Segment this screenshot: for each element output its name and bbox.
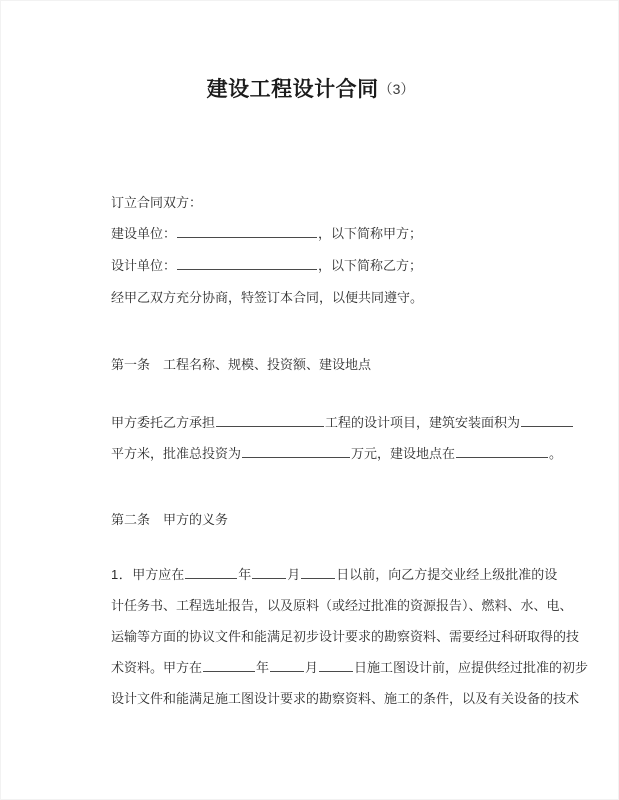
article-two-heading: [111, 504, 511, 535]
document-title: [1, 73, 619, 103]
item1-number: 1．: [111, 567, 133, 582]
article-two-number: 第二条: [111, 512, 151, 527]
submit-day-blank[interactable]: [301, 565, 335, 579]
designer-name-blank[interactable]: [177, 256, 317, 270]
builder-label: 建设单位：: [111, 226, 177, 241]
document-title-suffix: （3）: [378, 81, 415, 97]
item1-text-a: 甲方应在: [132, 567, 185, 582]
item1-line-5: 设计文件和能满足施工图设计要求的勘察资料、施工的条件，以及有关设备的技术: [111, 691, 580, 706]
article-one-number: 第一条: [111, 357, 151, 372]
parties-heading: 订立合同双方：: [111, 195, 203, 210]
total-investment-blank[interactable]: [242, 444, 350, 458]
item1-text-f: 年: [256, 660, 270, 675]
item1-text-h: 日施工图设计前，应提供经过批准的初步: [354, 660, 589, 675]
a1-text-a: 甲方委托乙方承担: [111, 415, 216, 430]
item1-line-2: 计任务书、工程选址报告，以及原料（或经过批准的资源报告）、燃料、水、电、: [111, 598, 573, 613]
builder-name-blank[interactable]: [177, 224, 317, 238]
document-title-main: 建设工程设计合同: [206, 78, 379, 101]
submit-month-blank[interactable]: [252, 565, 286, 579]
drawing-month-blank[interactable]: [270, 658, 304, 672]
designer-label: 设计单位：: [111, 258, 177, 273]
drawing-year-blank[interactable]: [203, 658, 255, 672]
item1-text-g: 月: [305, 660, 319, 675]
article-one-heading: [111, 349, 511, 380]
designer-line: [111, 250, 511, 281]
construction-site-blank[interactable]: [456, 444, 548, 458]
item1-text-b: 年: [238, 567, 252, 582]
agreement-line: [111, 282, 511, 313]
item1-text-d: 日以前，向乙方提交业经上级批准的设: [336, 567, 558, 582]
drawing-day-blank[interactable]: [319, 658, 353, 672]
a1-text-c: 平方米，批准总投资为: [111, 446, 242, 461]
builder-line: [111, 218, 511, 249]
parties-section: [111, 187, 511, 218]
a1-text-b: 工程的设计项目，建筑安装面积为: [325, 415, 521, 430]
a1-text-d: 万元，建设地点在: [351, 446, 456, 461]
builder-tail: ，以下简称甲方；: [318, 226, 423, 241]
article-one-title: 工程名称、规模、投资额、建设地点: [163, 357, 372, 372]
agreement-text: 经甲乙双方充分协商，特签订本合同，以便共同遵守。: [111, 290, 424, 305]
a1-text-e: 。: [549, 446, 563, 461]
article-two-item-1: [111, 559, 589, 714]
article-one-body: [111, 407, 563, 469]
item1-text-e: 术资料。甲方在: [111, 660, 203, 675]
project-name-blank[interactable]: [216, 413, 324, 427]
designer-tail: ，以下简称乙方；: [318, 258, 423, 273]
item1-text-c: 月: [287, 567, 301, 582]
building-area-blank[interactable]: [521, 413, 573, 427]
item1-line-3: 运输等方面的协议文件和能满足初步设计要求的勘察资料、需要经过科研取得的技: [111, 629, 580, 644]
article-two-title: 甲方的义务: [163, 512, 229, 527]
submit-year-blank[interactable]: [185, 565, 237, 579]
